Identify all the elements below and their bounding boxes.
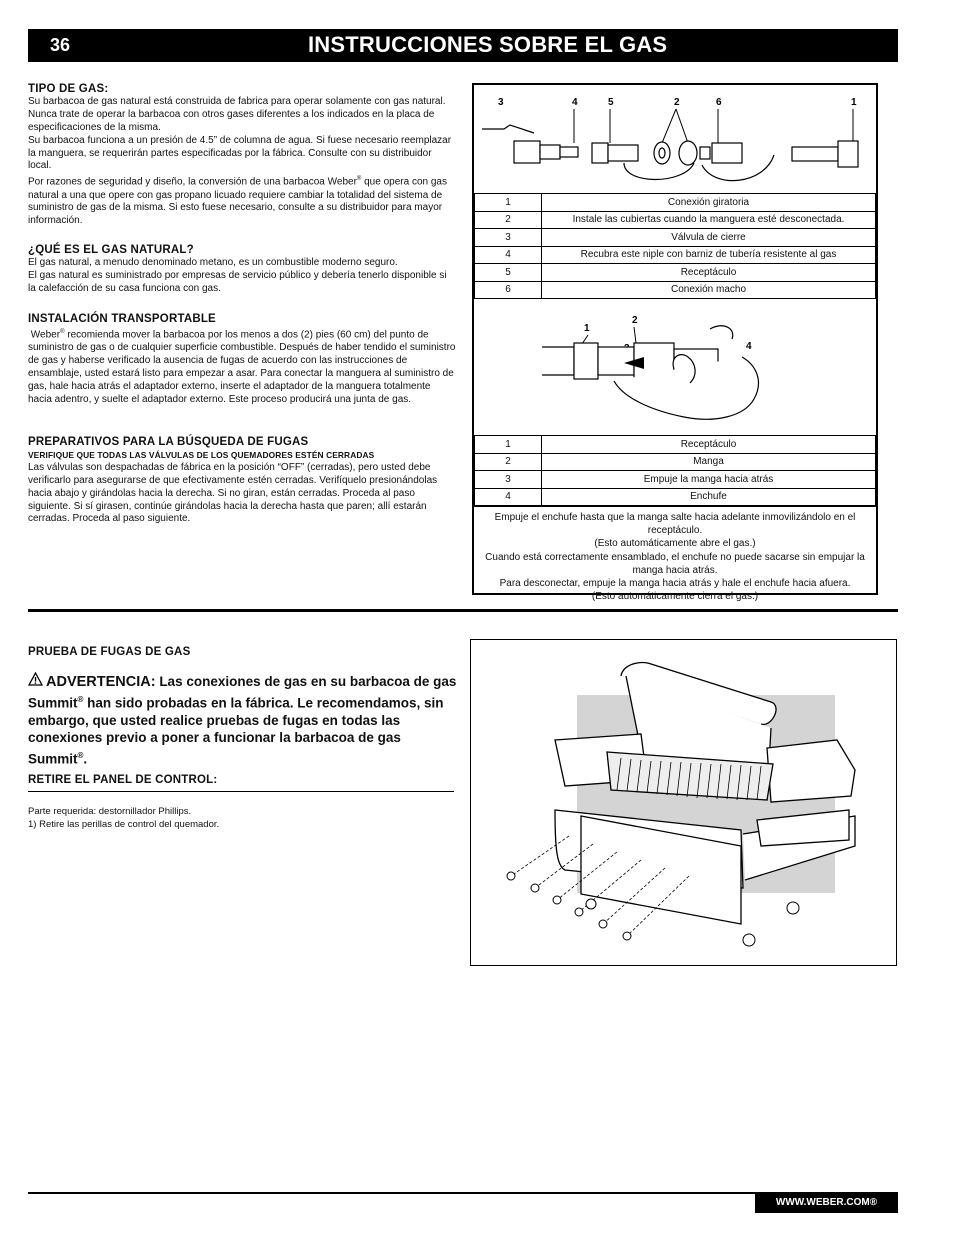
part-label: Enchufe <box>542 488 876 506</box>
connection-instructions <box>474 506 876 607</box>
registered-mark: ® <box>356 176 362 183</box>
note-line: Empuje el enchufe hasta que la manga salte hacia adelante inmovilizándolo en el receptáculo. <box>494 512 856 537</box>
section-retire <box>28 774 456 832</box>
table-row <box>475 229 876 247</box>
heading-tipo-gas: TIPO DE GAS: <box>28 83 109 95</box>
table-row <box>475 471 876 489</box>
grill-figure <box>470 639 897 966</box>
part-number: 5 <box>475 264 542 282</box>
part-number: 2 <box>475 211 542 229</box>
callout-5: 5 <box>608 97 614 108</box>
part-label: Conexión giratoria <box>542 194 876 212</box>
paragraph: Las válvulas son despachadas de fábrica en la posición “OFF” (cerradas), pero usted debe verificarlo para asegurarse de que efectivamente estén cerradas. Verifíquelo presionándolas hacia abajo y girándolas hacia la derecha. Si no giran, están cerradas. Proceda al paso siguiente. Si sí girasen, continúe girándolas hacia la derecha hasta que paren; allí estarán cerradas. Proceda al paso siguiente. <box>28 461 438 525</box>
part-number: 3 <box>475 229 542 247</box>
paragraph: El gas natural, a menudo denominado metano, es un combustible moderno seguro. <box>28 256 398 268</box>
swivel-connection <box>792 141 858 167</box>
table-row <box>475 211 876 229</box>
heading-preparativos: PREPARATIVOS PARA LA BÚSQUEDA DE FUGAS <box>28 436 309 448</box>
heading-gas-natural: ¿QUÉ ES EL GAS NATURAL? <box>28 244 194 256</box>
registered-mark: ® <box>77 750 84 760</box>
part-label: Conexión macho <box>542 281 876 299</box>
note-line: (Esto automáticamente abre el gas.) <box>594 538 756 550</box>
paragraph: Su barbacoa funciona a un presión de 4.5” de columna de agua. Si fuese necesario reemplazar la manguera, se requerirán partes especificadas por la fábrica. Consulte con su distribuidor local. <box>28 134 452 172</box>
section-prueba <box>28 646 456 659</box>
warning-icon <box>28 672 46 690</box>
grill-illustration <box>471 640 895 964</box>
section-gas-natural <box>28 244 456 296</box>
callout-1: 1 <box>584 323 590 334</box>
paragraph: 1) Retire las perillas de control del quemador. <box>28 818 220 830</box>
section-tipo-gas <box>28 83 456 228</box>
part-number: 4 <box>475 246 542 264</box>
caps <box>654 141 697 165</box>
subheading-valvulas: VERIFIQUE QUE TODAS LAS VÁLVULAS DE LOS QUEMADORES ESTÉN CERRADAS <box>28 449 375 460</box>
callout-6: 6 <box>716 97 722 108</box>
note-line: Para desconectar, empuje la manga hacia atrás y hale el enchufe hacia afuera. <box>499 578 851 590</box>
callout-2: 2 <box>674 97 680 108</box>
paragraph: Parte requerida: destornillador Phillips. <box>28 805 192 817</box>
callout-1: 1 <box>851 97 857 108</box>
part-number: 6 <box>475 281 542 299</box>
table-row <box>475 264 876 282</box>
heading-retire: RETIRE EL PANEL DE CONTROL: <box>28 774 218 786</box>
parts-panel <box>472 83 878 603</box>
heading-prueba: PRUEBA DE FUGAS DE GAS <box>28 646 191 658</box>
warning-label: ADVERTENCIA: <box>46 674 156 690</box>
note-line: Cuando está correctamente ensamblado, el enchufe no puede sacarse sin empujar la manga hacia atrás. <box>485 551 865 576</box>
callout-3: 3 <box>498 97 504 108</box>
page-header <box>28 29 898 62</box>
warning-block: ADVERTENCIA: Las conexiones de gas en su barbacoa de gas Summit® han sido probadas en la fábrica. Le recomendamos, sin embargo, que usted realice pruebas de fugas en todas las conexiones previo a poner a funcionar la barbacoa de gas Summit®. <box>28 674 457 767</box>
part-number: 3 <box>475 471 542 489</box>
hose-parts-illustration <box>474 85 876 193</box>
callout-labels <box>498 97 857 108</box>
part-number: 1 <box>475 436 542 454</box>
receptacle <box>592 143 694 180</box>
male-connection <box>700 143 774 181</box>
part-label: Empuje la manga hacia atrás <box>542 471 876 489</box>
paragraph: Su barbacoa de gas natural está construida de fabrica para operar solamente con gas natural. Nunca trate de operar la barbacoa con otros gases diferentes a los indicados en la placa de especificaciones de la misma. <box>28 95 446 133</box>
section-preparativos <box>28 436 456 526</box>
registered-mark: ® <box>60 328 65 335</box>
part-label: Receptáculo <box>542 436 876 454</box>
page-title: INSTRUCCIONES SOBRE EL GAS <box>308 32 668 57</box>
heading-instalacion: INSTALACIÓN TRANSPORTABLE <box>28 313 216 325</box>
table-row <box>475 488 876 506</box>
callout-2: 2 <box>632 315 638 326</box>
part-label: Instale las cubiertas cuando la manguera esté desconectada. <box>542 211 876 229</box>
note-line: (Esto automáticamente cierra el gas.) <box>591 591 759 603</box>
registered-mark: ® <box>77 695 84 705</box>
quick-disconnect-illustration <box>474 299 876 435</box>
quick-disconnect-figure <box>474 299 876 435</box>
part-number: 2 <box>475 453 542 471</box>
parts-table-1 <box>474 193 876 299</box>
table-row <box>475 436 876 454</box>
section-instalacion <box>28 313 456 407</box>
part-number: 4 <box>475 488 542 506</box>
part-label: Válvula de cierre <box>542 229 876 247</box>
table-row <box>475 453 876 471</box>
part-label: Manga <box>542 453 876 471</box>
part-number: 1 <box>475 194 542 212</box>
table-row <box>475 281 876 299</box>
page-number: 36 <box>50 35 71 55</box>
hose-parts-figure <box>474 85 876 193</box>
callout-4: 4 <box>572 97 578 108</box>
paragraph: Por razones de seguridad y diseño, la conversión de una barbacoa Weber® que opera con gas natural a una que opere con gas propano licuado requiere cambiar la totalidad del sistema de suministro de gas de la misma. Si esto fuese necesario, consulte a su distribuidor para mayor información. <box>28 176 447 227</box>
paragraph: El gas natural es suministrado por empresas de servicio público y debería tenerlo disponible si la calefacción de su casa funciona con gas. <box>28 269 447 294</box>
shutoff-valve <box>482 125 578 163</box>
parts-table-2 <box>474 435 876 506</box>
table-row <box>475 194 876 212</box>
table-row <box>475 246 876 264</box>
part-label: Recubra este niple con barniz de tubería resistente al gas <box>542 246 876 264</box>
callout-4: 4 <box>746 341 752 352</box>
part-label: Receptáculo <box>542 264 876 282</box>
paragraph: Weber® recomienda mover la barbacoa por los menos a dos (2) pies (60 cm) del punto de suministro de gas o de cualquier superficie combustible. Después de haber tendido el suministro de gas y haberse verificado la ausencia de fugas de acuerdo con las instrucciones de ensamblaje, usted estará listo para empezar a asar. Para conectar la manguera al suministro de gas, hale hacia atrás el adaptador externo, inserte el adaptador de la manguera totalmente hacia adentro, y suelte el adaptador externo. Este proceso producirá una junta de gas. <box>28 328 456 405</box>
footer-url: WWW.WEBER.COM® <box>755 1193 898 1213</box>
section-divider <box>28 609 898 612</box>
